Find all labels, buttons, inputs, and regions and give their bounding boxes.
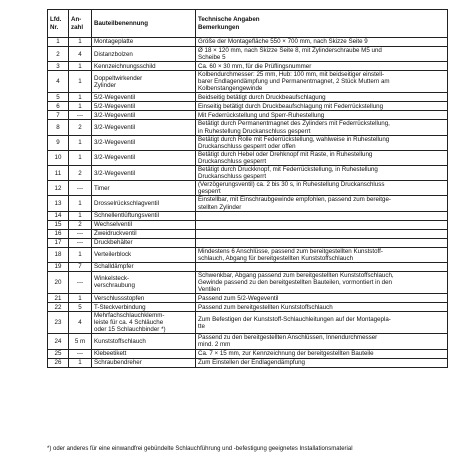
- cell-bauteilbenennung: Klebeetikett: [92, 349, 196, 358]
- cell-technische-angaben: Betätigt durch Druckknopf, mit Federrückstellung, in Ruhestellung Druckanschluss gesperrt: [196, 166, 448, 181]
- cell-technische-angaben: Ca. 7 × 15 mm, zur Kennzeichnung der bereitgestellten Bauteile: [196, 349, 448, 358]
- cell-technische-angaben: [196, 211, 448, 220]
- cell-bauteilbenennung: 5/2-Wegeventil: [92, 93, 196, 102]
- table-row: [48, 262, 448, 271]
- table-row: [48, 71, 448, 93]
- cell-technische-angaben: [196, 220, 448, 229]
- table-row: [48, 150, 448, 165]
- cell-anzahl: 1: [69, 150, 92, 165]
- cell-lfd-nr: 17: [48, 238, 69, 247]
- cell-lfd-nr: 25: [48, 349, 69, 358]
- table-row: [48, 181, 448, 196]
- cell-bauteilbenennung: Distanzbolzen: [92, 47, 196, 62]
- table-row: [48, 62, 448, 71]
- cell-technische-angaben: Betätigt durch Permanentmagnet des Zylinders mit Federrückstellung, in Ruhestellung Druckanschluss gesperrt: [196, 120, 448, 135]
- cell-technische-angaben: Schwenkbar, Abgang passend zum bereitgestellten Kunststoffschlauch, Gewinde passend zu den bereitgestellten Bauteilen, vormontiert in den Ventilen: [196, 271, 448, 293]
- cell-bauteilbenennung: Schalldämpfer: [92, 262, 196, 271]
- cell-bauteilbenennung: Schraubendreher: [92, 358, 196, 367]
- header-technische-angaben: Technische Angaben Bemerkungen: [196, 10, 448, 38]
- cell-technische-angaben: Kolbendurchmesser: 25 mm, Hub: 100 mm, mit beidseitiger einstell- barer Endlagendämpfung und Permanentmagnet, 2 Stück Muttern am Kolbenstangengewinde: [196, 71, 448, 93]
- cell-technische-angaben: Größe der Montagefläche 550 × 700 mm, nach Skizze Seite 9: [196, 38, 448, 47]
- table-row: [48, 211, 448, 220]
- table-row: [48, 220, 448, 229]
- cell-lfd-nr: 15: [48, 220, 69, 229]
- table-header-row: [48, 10, 448, 38]
- cell-anzahl: 1: [69, 38, 92, 47]
- cell-anzahl: ---: [69, 238, 92, 247]
- cell-anzahl: 1: [69, 294, 92, 303]
- cell-lfd-nr: 9: [48, 135, 69, 150]
- cell-bauteilbenennung: Schnellentlüftungsventil: [92, 211, 196, 220]
- cell-anzahl: ---: [69, 229, 92, 238]
- cell-anzahl: ---: [69, 111, 92, 120]
- table-row: [48, 120, 448, 135]
- cell-lfd-nr: 19: [48, 262, 69, 271]
- cell-anzahl: 4: [69, 312, 92, 334]
- cell-anzahl: 1: [69, 93, 92, 102]
- cell-lfd-nr: 10: [48, 150, 69, 165]
- header-bauteilbenennung: Bauteilbenennung: [92, 10, 196, 38]
- cell-anzahl: 1: [69, 247, 92, 262]
- cell-bauteilbenennung: Zweidruckventil: [92, 229, 196, 238]
- cell-bauteilbenennung: Montageplatte: [92, 38, 196, 47]
- table-row: [48, 238, 448, 247]
- cell-technische-angaben: Mit Federrückstellung und Sperr-Ruhestellung: [196, 111, 448, 120]
- cell-anzahl: 1: [69, 102, 92, 111]
- table-row: [48, 349, 448, 358]
- table-row: [48, 93, 448, 102]
- cell-anzahl: 1: [69, 196, 92, 211]
- header-lfd-nr: Lfd. Nr.: [48, 10, 69, 38]
- cell-lfd-nr: 7: [48, 111, 69, 120]
- cell-lfd-nr: 3: [48, 62, 69, 71]
- cell-technische-angaben: Beidseitig betätigt durch Druckbeaufschlagung: [196, 93, 448, 102]
- cell-bauteilbenennung: Wechselventil: [92, 220, 196, 229]
- cell-technische-angaben: [196, 262, 448, 271]
- cell-bauteilbenennung: 3/2-Wegeventil: [92, 135, 196, 150]
- cell-lfd-nr: 23: [48, 312, 69, 334]
- cell-lfd-nr: 4: [48, 71, 69, 93]
- table-body: [48, 38, 448, 368]
- cell-technische-angaben: Passend zu den bereitgestellten Anschlüssen, Innendurchmesser mind. 2 mm: [196, 334, 448, 349]
- cell-technische-angaben: Einstellbar, mit Einschraubgewinde empfohlen, passend zum bereitge- stellten Zylinder: [196, 196, 448, 211]
- table-row: [48, 38, 448, 47]
- table-row: [48, 111, 448, 120]
- cell-anzahl: 4: [69, 47, 92, 62]
- cell-anzahl: 2: [69, 166, 92, 181]
- table-row: [48, 135, 448, 150]
- cell-bauteilbenennung: Mehrfachschlauchklemm- leiste für ca. 4 Schläuche oder 15 Schlauchbinder *): [92, 312, 196, 334]
- cell-lfd-nr: 18: [48, 247, 69, 262]
- cell-technische-angaben: [196, 238, 448, 247]
- cell-technische-angaben: Einseitig betätigt durch Druckbeaufschlagung mit Federrückstellung: [196, 102, 448, 111]
- table-row: [48, 303, 448, 312]
- cell-technische-angaben: [196, 229, 448, 238]
- cell-lfd-nr: 8: [48, 120, 69, 135]
- cell-anzahl: ---: [69, 349, 92, 358]
- table-row: [48, 271, 448, 293]
- cell-anzahl: 1: [69, 62, 92, 71]
- cell-bauteilbenennung: Doppeltwirkender Zylinder: [92, 71, 196, 93]
- table-row: [48, 358, 448, 367]
- cell-anzahl: 5: [69, 303, 92, 312]
- cell-lfd-nr: 22: [48, 303, 69, 312]
- cell-bauteilbenennung: Drosselrückschlagventil: [92, 196, 196, 211]
- cell-technische-angaben: Ø 18 × 120 mm, nach Skizze Seite 8, mit Zylinderschraube M5 und Scheibe 5: [196, 47, 448, 62]
- cell-bauteilbenennung: Druckbehälter: [92, 238, 196, 247]
- cell-anzahl: ---: [69, 271, 92, 293]
- cell-lfd-nr: 16: [48, 229, 69, 238]
- cell-anzahl: 7: [69, 262, 92, 271]
- cell-bauteilbenennung: Winkelsteck- verschraubung: [92, 271, 196, 293]
- cell-bauteilbenennung: 3/2-Wegeventil: [92, 166, 196, 181]
- cell-technische-angaben: Ca. 60 × 30 mm, für die Prüflingsnummer: [196, 62, 448, 71]
- cell-bauteilbenennung: Verteilerblock: [92, 247, 196, 262]
- header-anzahl: An- zahl: [69, 10, 92, 38]
- cell-lfd-nr: 21: [48, 294, 69, 303]
- cell-technische-angaben: Betätigt durch Rolle mit Federrückstellung, wahlweise in Ruhestellung Druckanschluss gesperrt oder offen: [196, 135, 448, 150]
- cell-lfd-nr: 12: [48, 181, 69, 196]
- table-row: [48, 196, 448, 211]
- cell-bauteilbenennung: 3/2-Wegeventil: [92, 111, 196, 120]
- cell-anzahl: 2: [69, 220, 92, 229]
- cell-lfd-nr: 24: [48, 334, 69, 349]
- cell-technische-angaben: Zum Befestigen der Kunststoff-Schlauchleitungen auf der Montagepla- tte: [196, 312, 448, 334]
- cell-anzahl: 1: [69, 211, 92, 220]
- cell-bauteilbenennung: Verschlussstopfen: [92, 294, 196, 303]
- cell-anzahl: 1: [69, 358, 92, 367]
- table-row: [48, 294, 448, 303]
- cell-lfd-nr: 6: [48, 102, 69, 111]
- cell-anzahl: 1: [69, 135, 92, 150]
- cell-technische-angaben: (Verzögerungsventil) ca. 2 bis 30 s, in Ruhestellung Druckanschluss gesperrt: [196, 181, 448, 196]
- cell-technische-angaben: Passend zum 5/2-Wegeventil: [196, 294, 448, 303]
- cell-anzahl: ---: [69, 181, 92, 196]
- cell-lfd-nr: 13: [48, 196, 69, 211]
- cell-bauteilbenennung: Timer: [92, 181, 196, 196]
- cell-bauteilbenennung: Kunststoffschlauch: [92, 334, 196, 349]
- cell-lfd-nr: 11: [48, 166, 69, 181]
- table-row: [48, 312, 448, 334]
- cell-anzahl: 2: [69, 120, 92, 135]
- cell-bauteilbenennung: Kennzeichnungsschild: [92, 62, 196, 71]
- table-row: [48, 47, 448, 62]
- table-row: [48, 229, 448, 238]
- cell-bauteilbenennung: 5/2-Wegeventil: [92, 102, 196, 111]
- cell-technische-angaben: Betätigt durch Hebel oder Drehknopf mit Raste, in Ruhestellung Druckanschluss gesperrt: [196, 150, 448, 165]
- cell-technische-angaben: Mindestens 6 Anschlüsse, passend zum bereitgestellten Kunststoff- schlauch, Abgang für bereitgestellten Kunststoffschlauch: [196, 247, 448, 262]
- table-row: [48, 334, 448, 349]
- cell-anzahl: 1: [69, 71, 92, 93]
- cell-technische-angaben: Passend zum bereitgestellten Kunststoffschlauch: [196, 303, 448, 312]
- table-row: [48, 247, 448, 262]
- cell-lfd-nr: 20: [48, 271, 69, 293]
- cell-lfd-nr: 14: [48, 211, 69, 220]
- cell-lfd-nr: 2: [48, 47, 69, 62]
- footnote: *) oder anderes für eine einwandfrei gebündelte Schlauchführung und -befestigung geeignetes Installationsmaterial: [47, 446, 353, 452]
- table-row: [48, 166, 448, 181]
- cell-lfd-nr: 26: [48, 358, 69, 367]
- cell-bauteilbenennung: 3/2-Wegeventil: [92, 120, 196, 135]
- cell-lfd-nr: 1: [48, 38, 69, 47]
- cell-bauteilbenennung: T-Steckverbindung: [92, 303, 196, 312]
- cell-lfd-nr: 5: [48, 93, 69, 102]
- cell-bauteilbenennung: 3/2-Wegeventil: [92, 150, 196, 165]
- cell-anzahl: 5 m: [69, 334, 92, 349]
- table-row: [48, 102, 448, 111]
- parts-list-table: [47, 9, 448, 368]
- cell-technische-angaben: Zum Einstellen der Endlagendämpfung: [196, 358, 448, 367]
